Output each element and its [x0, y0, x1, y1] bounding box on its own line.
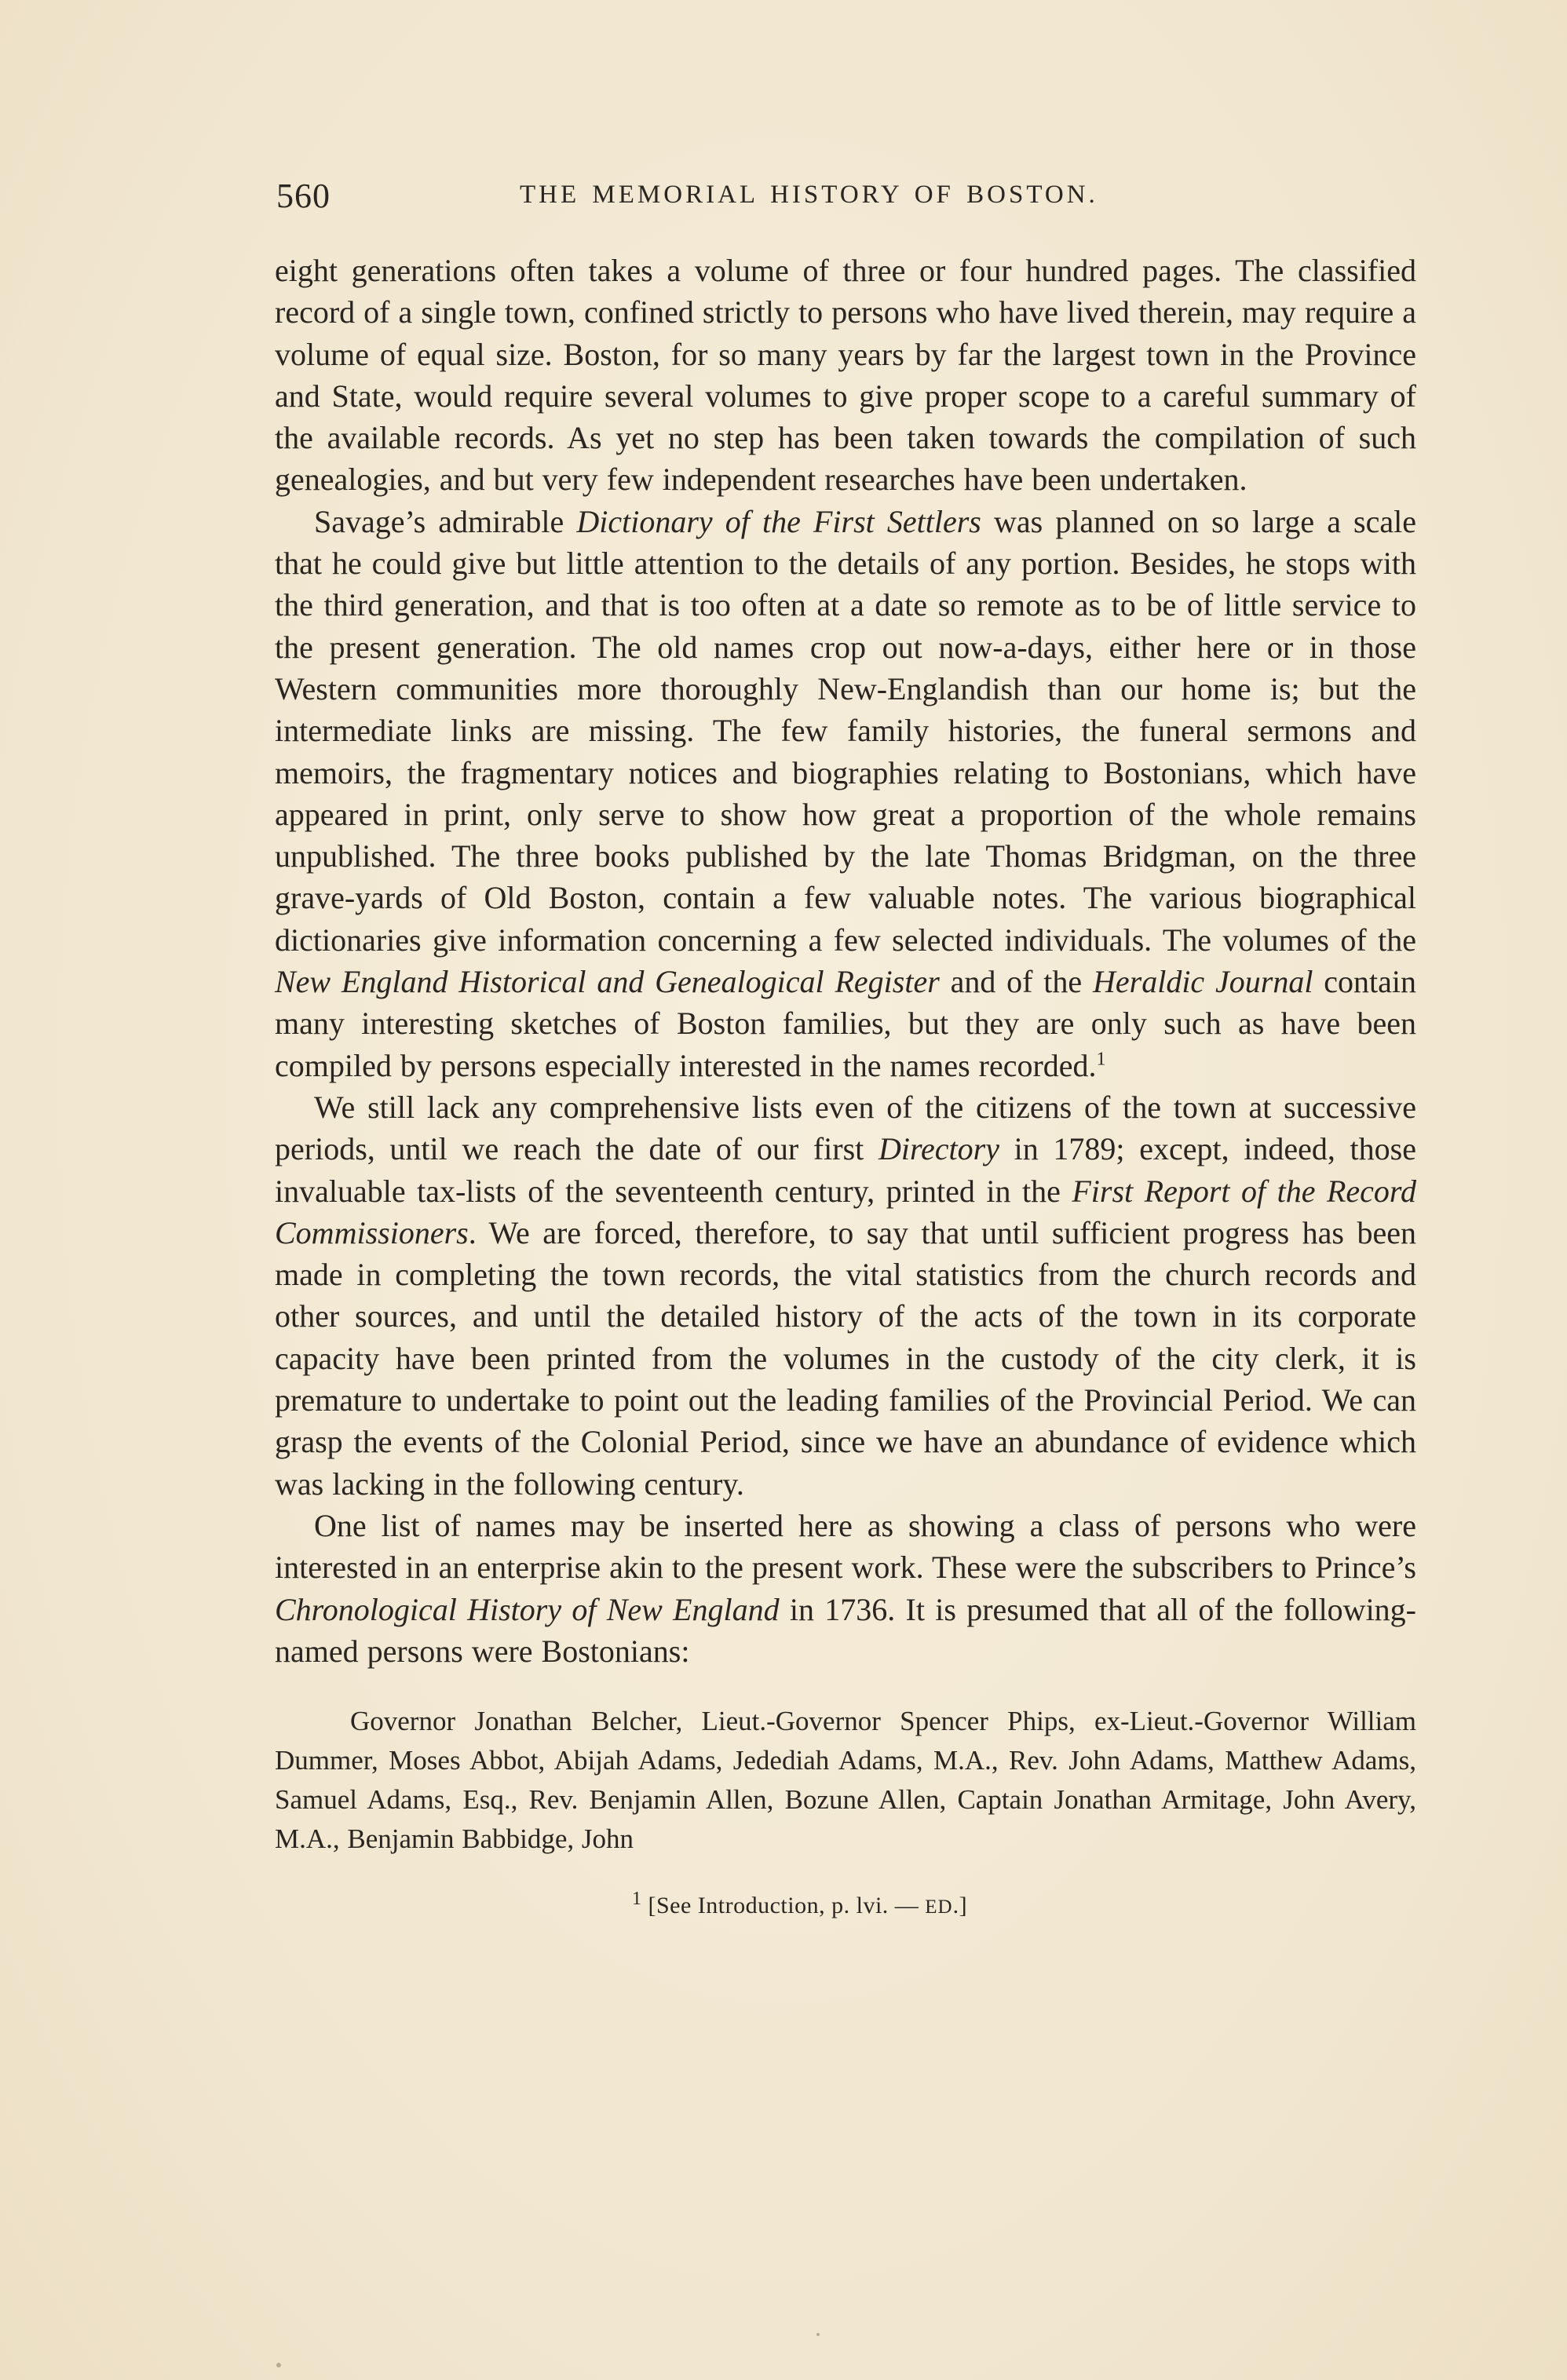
paragraph-2-text-d: contain many interesting sketches of Boston families, but they are only such as have been compiled by persons especially interested in the names recorded. — [275, 964, 1417, 1083]
body-text — [275, 250, 1416, 1925]
paragraph-1-text: eight generations often takes a volume of three or four hundred pages. The classified record of a single town, confined strictly to persons who have lived therein, may require a volume of equal size. Boston, for so many years by far the largest town in the Province and State, would require several volumes to give proper scope to a careful summary of the available records. As yet no step has been taken towards the compilation of such genealogies, and but very few independent researches have been undertaken. — [275, 253, 1416, 498]
title-dictionary-first-settlers: Dictionary of the First Settlers — [576, 503, 981, 539]
title-chronological-history: Chronological History of New England — [275, 1591, 780, 1627]
paragraph-4 — [275, 1505, 1416, 1672]
title-ne-historical-genealogical-register: New England Historical and Genealogical Register — [275, 964, 940, 1000]
paragraph-4-text-b: in 1736. It is presumed that all of the following-named persons were Bostonians: — [275, 1591, 1416, 1669]
page-number: 560 — [276, 177, 331, 215]
paragraph-2-text-a: Savage’s admirable — [314, 503, 577, 539]
paper-speck — [816, 2333, 820, 2336]
running-title: THE MEMORIAL HISTORY OF BOSTON. — [520, 181, 1098, 209]
title-first-report-record-commissioners: First Report of the Record Commissioners — [275, 1173, 1416, 1250]
footnote-reference: 1 — [1096, 1049, 1106, 1070]
footnote-text-b: .] — [952, 1893, 968, 1919]
paragraph-3-text-c: . We are forced, therefore, to say that until sufficient progress has been made in completing the town records, the vital statistics from the church records and other sources, and until the detailed history of the acts of the town in its corporate capacity have been printed from the volumes in the custody of the city clerk, it is premature to undertake to point out the leading families of the Provincial Period. We can grasp the events of the Colonial Period, since we have an abundance of evidence which was lacking in the following century. — [275, 1214, 1416, 1502]
subscriber-list: Governor Jonathan Belcher, Lieut.-Governor Spencer Phips, ex-Lieut.-Governor William Dummer, Moses Abbot, Abijah Adams, Jedediah Adams, M.A., Rev. John Adams, Matthew Adams, Samuel Adams, Esq., Rev. Benjamin Allen, Bozune Allen, Captain Jonathan Armitage, John Avery, M.A., Benjamin Babbidge, John — [275, 1706, 1416, 1855]
paragraph-2 — [275, 501, 1416, 1086]
footnote-marker: 1 — [632, 1889, 642, 1910]
title-heraldic-journal: Heraldic Journal — [1093, 964, 1313, 1000]
footnote-text-a: [See Introduction, p. lvi. — — [641, 1893, 926, 1919]
paragraph-2-text-c: and of the — [939, 964, 1093, 1000]
paragraph-4-text-a: One list of names may be inserted here as showing a class of persons who were interested in an enterprise akin to the present work. These were the subscribers to Prince’s — [275, 1507, 1416, 1586]
paragraph-3 — [275, 1086, 1416, 1505]
paragraph-1 — [275, 250, 1416, 501]
paragraph-3-text-b: in 1789; except, indeed, those invaluable tax-lists of the seventeenth century, printed in the — [275, 1131, 1416, 1209]
paper-speck — [276, 2363, 281, 2367]
footnote — [275, 1889, 1416, 1925]
page-header — [276, 173, 1416, 220]
footnote-editor-mark: ED — [925, 1896, 953, 1918]
title-directory: Directory — [878, 1131, 999, 1167]
paragraph-2-text-b: was planned on so large a scale that he could give but little attention to the details of any portion. Besides, he stops with the third generation, and that is too often at a date so remote as to be of little service to the present generation. The old names crop out now-a-days, either here or in those Western communities more thoroughly New-Englandish than our home is; but the intermediate links are missing. The few family histories, the funeral sermons and memoirs, the fragmentary notices and biographies relating to Bostonians, which have appeared in print, only serve to show how great a proportion of the whole remains unpublished. The three books published by the late Thomas Bridgman, on the three grave-yards of Old Boston, contain a few valuable notes. The various biographical dictionaries give information concerning a few selected individuals. The volumes of the — [275, 503, 1416, 958]
paragraph-3-text-a: We still lack any comprehensive lists even of the citizens of the town at successive periods, until we reach the date of our first — [275, 1089, 1416, 1167]
